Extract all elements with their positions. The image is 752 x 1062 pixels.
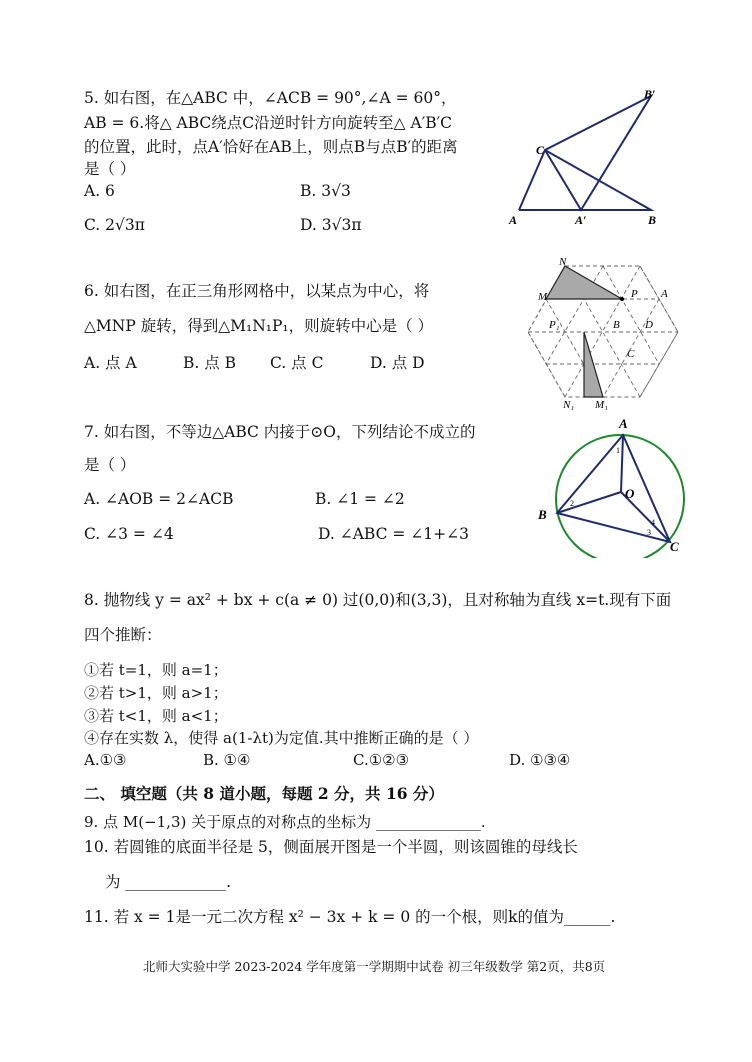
q8-line2: 四个推断： — [84, 626, 162, 644]
q6-triangular-grid-figure — [528, 252, 688, 412]
q7-line1: 7. 如右图，不等边△ABC 内接于⊙O，下列结论不成立的 — [84, 423, 476, 441]
q5-label-b-prime: B′ — [644, 87, 656, 101]
q5-line4: 是（ ） — [84, 160, 136, 178]
q6-label-m1: M₁ — [595, 399, 608, 411]
q5-line3: 的位置，此时，点A′恰好在AB上，则点B与点B′的距离 — [84, 138, 458, 156]
q5-option-c: C. 2√3π — [84, 216, 145, 234]
q5-label-c: C — [536, 143, 545, 157]
q8-option-b: B. ①④ — [203, 751, 251, 769]
q7-option-c: C. ∠3 = ∠4 — [84, 525, 174, 543]
q6-option-c: C. 点 C — [270, 354, 324, 372]
q6-option-a: A. 点 A — [84, 354, 137, 372]
q7-label-b: B — [538, 507, 547, 522]
q7-line2: 是（ ） — [84, 456, 136, 474]
q6-option-d: D. 点 D — [370, 354, 425, 372]
q6-option-b: B. 点 B — [183, 354, 237, 372]
q7-angle-1: 1 — [616, 446, 620, 455]
q6-label-p1: P₁ — [549, 319, 560, 331]
section-2-heading: 二、 填空题（共 8 道小题，每题 2 分，共 16 分） — [84, 784, 444, 803]
q6-label-p: P — [631, 288, 638, 300]
q6-label-m: M — [538, 291, 548, 303]
q6-line2: △MNP 旋转，得到△M₁N₁P₁，则旋转中心是（ ） — [84, 317, 434, 335]
q9-text: 9. 点 M(−1,3) 关于原点的对称点的坐标为 ______________. — [84, 813, 486, 831]
q7-label-o: O — [625, 486, 635, 501]
q8-item-1: ①若 t=1，则 a=1； — [84, 661, 228, 679]
q7-angle-2: 2 — [570, 499, 574, 508]
q5-label-b: B — [648, 213, 657, 227]
q8-option-d: D. ①③④ — [509, 751, 571, 769]
q5-line1: 5. 如右图，在△ABC 中，∠ACB = 90°,∠A = 60°， — [84, 89, 457, 107]
q10-line1: 10. 若圆锥的底面半径是 5，侧面展开图是一个半圆，则该圆锥的母线长 — [84, 838, 578, 856]
q8-item-4: ④存在实数 λ，使得 a(1-λt)为定值.其中推断正确的是（ ） — [84, 729, 479, 747]
q5-option-d: D. 3√3π — [300, 216, 362, 234]
q10-line2: 为 _____________. — [105, 873, 232, 891]
q6-label-c: C — [627, 348, 635, 360]
q5-option-b: B. 3√3 — [300, 182, 351, 200]
q7-option-d: D. ∠ABC = ∠1+∠3 — [318, 525, 469, 543]
q8-item-2: ②若 t>1，则 a>1； — [84, 684, 228, 702]
q6-label-n1: N₁ — [563, 399, 575, 411]
q11-text: 11. 若 x = 1是一元二次方程 x² − 3x + k = 0 的一个根，则k的值为______. — [84, 908, 616, 926]
q6-label-n: N — [559, 256, 567, 268]
q8-option-a: A.①③ — [84, 751, 127, 769]
q5-label-a: A — [509, 213, 518, 227]
q8-line1: 8. 抛物线 y = ax² + bx + c(a ≠ 0) 过(0,0)和(3,3)，且对称轴为直线 x=t.现有下面 — [84, 591, 672, 609]
page-footer: 北师大实验中学 2023-2024 学年度第一学期期中试卷 初三年级数学 第2页，共8页 — [143, 959, 606, 974]
q6-label-d: D — [645, 319, 653, 331]
q7-circle-figure — [533, 413, 693, 558]
q6-line1: 6. 如右图，在正三角形网格中，以某点为中心，将 — [84, 282, 430, 300]
q5-option-a: A. 6 — [84, 182, 115, 200]
q6-label-b: B — [613, 319, 620, 331]
q7-label-c: C — [670, 539, 679, 554]
q8-option-c: C.①②③ — [353, 751, 410, 769]
q7-option-b: B. ∠1 = ∠2 — [315, 490, 405, 508]
q7-angle-3: 3 — [647, 528, 651, 537]
q5-figure — [505, 86, 665, 232]
q7-option-a: A. ∠AOB = 2∠ACB — [84, 490, 234, 508]
q6-label-a: A — [661, 288, 668, 300]
q5-label-a-prime: A′ — [575, 213, 587, 227]
q7-angle-4: 4 — [651, 518, 655, 527]
q7-label-a: A — [619, 416, 628, 431]
q5-line2: AB = 6.将△ ABC绕点C沿逆时针方向旋转至△ A′B′C — [84, 114, 452, 132]
q8-item-3: ③若 t<1，则 a<1； — [84, 707, 228, 725]
